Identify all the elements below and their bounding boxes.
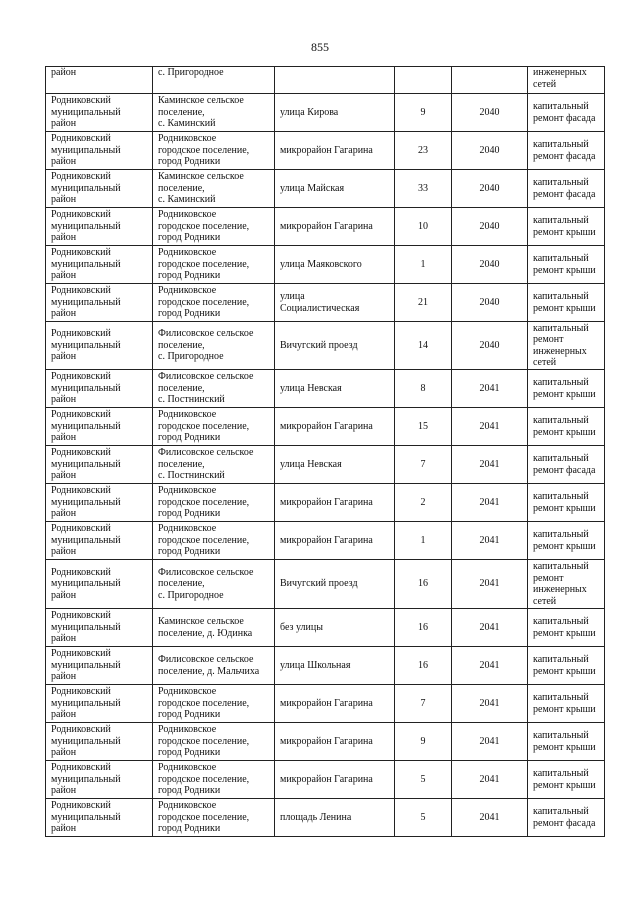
settlement-cell: Филисовское сельское поселение, с. Пригородное [153, 322, 275, 370]
street-cell: микрорайон Гагарина [275, 484, 395, 522]
table-row [46, 799, 605, 837]
page-number: 855 [311, 40, 329, 54]
house-number-cell: 21 [395, 284, 452, 322]
street-cell: микрорайон Гагарина [275, 723, 395, 761]
settlement-cell: Родниковское городское поселение, город Родники [153, 685, 275, 723]
district-cell: Родниковский муниципальный район [46, 560, 153, 609]
work-type-cell: капитальный ремонт крыши [528, 408, 605, 446]
year-cell: 2041 [452, 446, 528, 484]
table-row [46, 685, 605, 723]
settlement-cell: Родниковское городское поселение, город Родники [153, 246, 275, 284]
work-type-cell: капитальный ремонт крыши [528, 522, 605, 560]
house-number-cell: 5 [395, 761, 452, 799]
street-cell: микрорайон Гагарина [275, 522, 395, 560]
street-cell: улица Кирова [275, 94, 395, 132]
house-number-cell: 15 [395, 408, 452, 446]
district-cell: Родниковский муниципальный район [46, 208, 153, 246]
work-type-cell: капитальный ремонт фасада [528, 94, 605, 132]
year-cell: 2041 [452, 370, 528, 408]
settlement-cell: Родниковское городское поселение, город Родники [153, 522, 275, 560]
table-row [46, 67, 605, 94]
district-cell: Родниковский муниципальный район [46, 522, 153, 560]
house-number-cell: 7 [395, 446, 452, 484]
house-number-cell: 1 [395, 522, 452, 560]
house-number-cell: 14 [395, 322, 452, 370]
settlement-cell: Филисовское сельское поселение, с. Постнинский [153, 446, 275, 484]
table-row [46, 170, 605, 208]
work-type-cell: капитальный ремонт крыши [528, 761, 605, 799]
house-number-cell: 23 [395, 132, 452, 170]
table-row [46, 208, 605, 246]
work-type-cell: капитальный ремонт крыши [528, 647, 605, 685]
district-cell: Родниковский муниципальный район [46, 446, 153, 484]
work-type-cell: капитальный ремонт крыши [528, 609, 605, 647]
work-type-cell: капитальный ремонт фасада [528, 132, 605, 170]
table-row [46, 446, 605, 484]
street-cell: микрорайон Гагарина [275, 761, 395, 799]
year-cell: 2040 [452, 94, 528, 132]
district-cell: Родниковский муниципальный район [46, 246, 153, 284]
settlement-cell: Родниковское городское поселение, город Родники [153, 761, 275, 799]
district-cell: Родниковский муниципальный район [46, 761, 153, 799]
street-cell: улица Невская [275, 370, 395, 408]
table-row [46, 408, 605, 446]
year-cell: 2040 [452, 322, 528, 370]
street-cell [275, 67, 395, 94]
house-number-cell: 5 [395, 799, 452, 837]
year-cell: 2041 [452, 484, 528, 522]
table-row [46, 284, 605, 322]
work-type-cell: капитальный ремонт крыши [528, 284, 605, 322]
work-type-cell: капитальный ремонт фасада [528, 170, 605, 208]
district-cell: Родниковский муниципальный район [46, 484, 153, 522]
district-cell: Родниковский муниципальный район [46, 408, 153, 446]
house-number-cell: 2 [395, 484, 452, 522]
year-cell: 2040 [452, 132, 528, 170]
street-cell: улица Маяковского [275, 246, 395, 284]
year-cell: 2040 [452, 208, 528, 246]
house-number-cell: 8 [395, 370, 452, 408]
district-cell: Родниковский муниципальный район [46, 284, 153, 322]
street-cell: Вичугский проезд [275, 560, 395, 609]
district-cell: Родниковский муниципальный район [46, 799, 153, 837]
district-cell: Родниковский муниципальный район [46, 685, 153, 723]
work-type-cell: капитальный ремонт крыши [528, 685, 605, 723]
district-cell: Родниковский муниципальный район [46, 94, 153, 132]
year-cell: 2041 [452, 647, 528, 685]
district-cell: Родниковский муниципальный район [46, 723, 153, 761]
street-cell: микрорайон Гагарина [275, 208, 395, 246]
house-number-cell: 1 [395, 246, 452, 284]
street-cell: улица Школьная [275, 647, 395, 685]
table-row [46, 246, 605, 284]
work-type-cell: капитальный ремонт крыши [528, 208, 605, 246]
house-number-cell: 7 [395, 685, 452, 723]
house-number-cell: 10 [395, 208, 452, 246]
work-type-cell: капитальный ремонт инженерных сетей [528, 560, 605, 609]
year-cell [452, 67, 528, 94]
year-cell: 2040 [452, 170, 528, 208]
house-number-cell: 16 [395, 560, 452, 609]
settlement-cell: Филисовское сельское поселение, д. Мальчиха [153, 647, 275, 685]
street-cell: без улицы [275, 609, 395, 647]
house-number-cell: 9 [395, 94, 452, 132]
settlement-cell: Родниковское городское поселение, город Родники [153, 799, 275, 837]
house-number-cell: 16 [395, 647, 452, 685]
settlement-cell: Родниковское городское поселение, город Родники [153, 132, 275, 170]
house-number-cell [395, 67, 452, 94]
table-row [46, 560, 605, 609]
street-cell: микрорайон Гагарина [275, 685, 395, 723]
year-cell: 2041 [452, 799, 528, 837]
table-row [46, 609, 605, 647]
table-row [46, 723, 605, 761]
settlement-cell: Родниковское городское поселение, город Родники [153, 723, 275, 761]
settlement-cell: Родниковское городское поселение, город Родники [153, 484, 275, 522]
year-cell: 2040 [452, 284, 528, 322]
settlement-cell: Филисовское сельское поселение, с. Пригородное [153, 560, 275, 609]
year-cell: 2040 [452, 246, 528, 284]
street-cell: улица Майская [275, 170, 395, 208]
district-cell: Родниковский муниципальный район [46, 647, 153, 685]
work-type-cell: капитальный ремонт крыши [528, 723, 605, 761]
table-row [46, 647, 605, 685]
settlement-cell: Родниковское городское поселение, город Родники [153, 284, 275, 322]
year-cell: 2041 [452, 723, 528, 761]
street-cell: микрорайон Гагарина [275, 132, 395, 170]
table-row [46, 370, 605, 408]
district-cell: Родниковский муниципальный район [46, 609, 153, 647]
street-cell: улица Социалистическая [275, 284, 395, 322]
work-type-cell: капитальный ремонт инженерных сетей [528, 322, 605, 370]
work-type-cell: капитальный ремонт крыши [528, 246, 605, 284]
district-cell: Родниковский муниципальный район [46, 322, 153, 370]
table-row [46, 484, 605, 522]
settlement-cell: Каминское сельское поселение, с. Каминский [153, 94, 275, 132]
table-body [46, 67, 605, 837]
district-cell: район [46, 67, 153, 94]
table-row [46, 322, 605, 370]
year-cell: 2041 [452, 685, 528, 723]
house-number-cell: 9 [395, 723, 452, 761]
year-cell: 2041 [452, 408, 528, 446]
street-cell: Вичугский проезд [275, 322, 395, 370]
table-row [46, 132, 605, 170]
settlement-cell: Каминское сельское поселение, с. Каминский [153, 170, 275, 208]
street-cell: микрорайон Гагарина [275, 408, 395, 446]
table-row [46, 522, 605, 560]
year-cell: 2041 [452, 522, 528, 560]
street-cell: улица Невская [275, 446, 395, 484]
year-cell: 2041 [452, 761, 528, 799]
street-cell: площадь Ленина [275, 799, 395, 837]
settlement-cell: Родниковское городское поселение, город Родники [153, 208, 275, 246]
work-type-cell: капитальный ремонт фасада [528, 446, 605, 484]
year-cell: 2041 [452, 609, 528, 647]
settlement-cell: Филисовское сельское поселение, с. Постнинский [153, 370, 275, 408]
settlement-cell: Каминское сельское поселение, д. Юдинка [153, 609, 275, 647]
district-cell: Родниковский муниципальный район [46, 170, 153, 208]
table-row [46, 761, 605, 799]
house-number-cell: 16 [395, 609, 452, 647]
work-type-cell: инженерных сетей [528, 67, 605, 94]
settlement-cell: с. Пригородное [153, 67, 275, 94]
work-type-cell: капитальный ремонт крыши [528, 370, 605, 408]
district-cell: Родниковский муниципальный район [46, 132, 153, 170]
table-row [46, 94, 605, 132]
house-number-cell: 33 [395, 170, 452, 208]
settlement-cell: Родниковское городское поселение, город Родники [153, 408, 275, 446]
work-type-cell: капитальный ремонт крыши [528, 484, 605, 522]
district-cell: Родниковский муниципальный район [46, 370, 153, 408]
year-cell: 2041 [452, 560, 528, 609]
work-type-cell: капитальный ремонт фасада [528, 799, 605, 837]
repair-schedule-table [45, 66, 605, 837]
